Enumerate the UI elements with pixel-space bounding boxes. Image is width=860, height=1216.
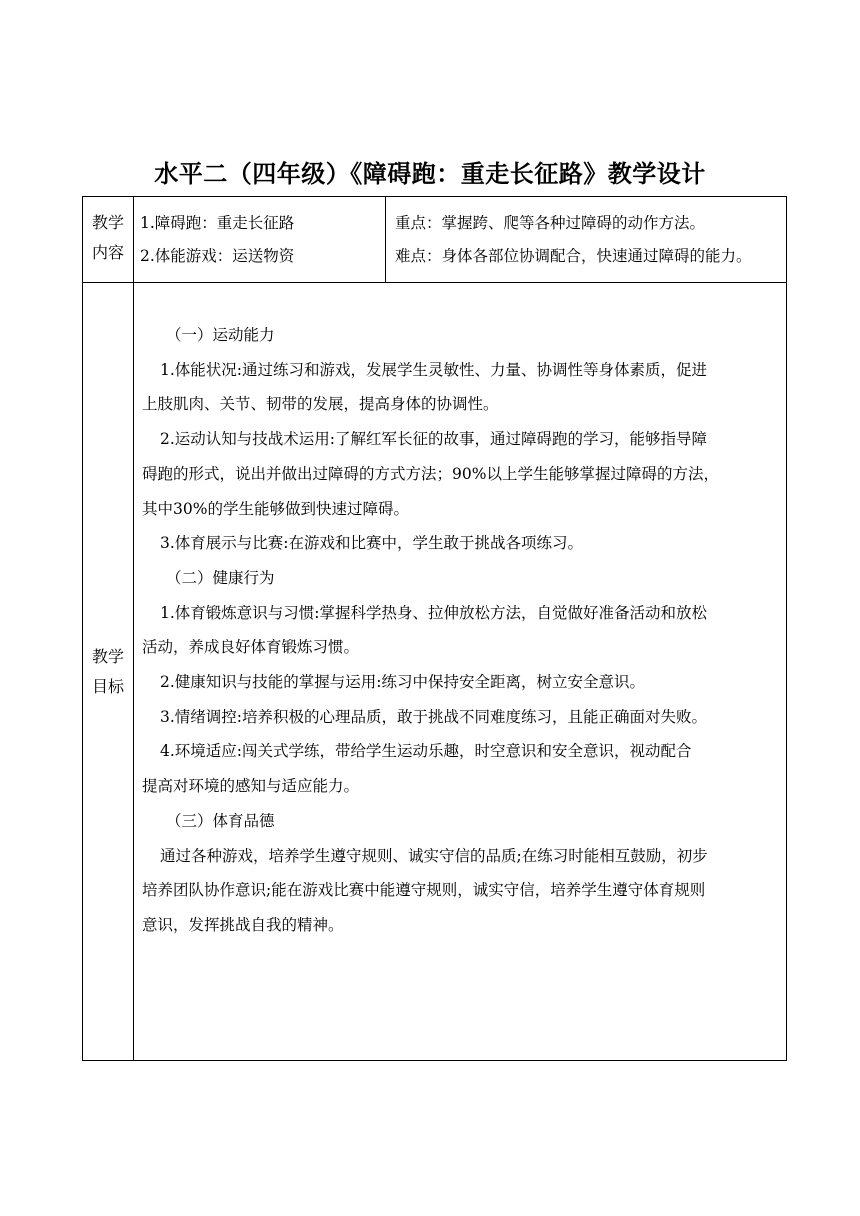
- objectives-text: [140, 318, 780, 943]
- objective-line: 活动，养成良好体育锻炼习惯。: [142, 638, 360, 657]
- objective-line: 碍跑的形式，说出并做出过障碍的方式方法；90%以上学生能够掌握过障碍的方法，: [142, 464, 719, 483]
- content-item-1: 1.障碍跑：重走长征路: [140, 214, 295, 232]
- objective-line: 其中30%的学生能够做到快速过障碍。: [142, 499, 409, 518]
- objective-line: 1.体育锻炼意识与习惯:掌握科学热身、拉伸放松方法，自觉做好准备活动和放松: [160, 603, 708, 622]
- row2-label-line2: 目标: [91, 677, 124, 696]
- objective-line: 2.健康知识与技能的掌握与运用:练习中保持安全距离，树立安全意识。: [160, 673, 646, 692]
- row1-label: [84, 208, 132, 268]
- objective-line: 培养团队协作意识;能在游戏比赛中能遵守规则，诚实守信，培养学生遵守体育规则: [142, 881, 706, 900]
- section-heading: （一）运动能力: [166, 326, 275, 344]
- objective-line: 1.体能状况:通过练习和游戏，发展学生灵敏性、力量、协调性等身体素质，促进: [160, 360, 708, 379]
- row2-label-line1: 教学: [91, 647, 124, 666]
- section-heading: （二）健康行为: [166, 568, 275, 587]
- objective-line: 2.运动认知与技战术运用:了解红军长征的故事，通过障碍跑的学习，能够指导障: [160, 430, 708, 449]
- row2-label: [84, 642, 132, 702]
- objective-line: 提高对环境的感知与适应能力。: [142, 777, 360, 796]
- row1-label-line2: 内容: [91, 243, 124, 262]
- objective-line: 上肢肌肉、关节、韧带的发展，提高身体的协调性。: [142, 395, 499, 414]
- objective-line: 4.环境适应:闯关式学练，带给学生运动乐趣，时空意识和安全意识，视动配合: [160, 742, 692, 761]
- objective-line: 通过各种游戏，培养学生遵守规则、诚实守信的品质;在练习时能相互鼓励，初步: [160, 846, 708, 865]
- key-point: 重点：掌握跨、爬等各种过障碍的动作方法。: [395, 214, 706, 232]
- objective-line: 意识，发挥挑战自我的精神。: [142, 915, 344, 934]
- objective-line: 3.情绪调控:培养积极的心理品质，敢于挑战不同难度练习，且能正确面对失败。: [160, 707, 708, 726]
- difficulty-point: 难点：身体各部位协调配合，快速通过障碍的能力。: [395, 247, 752, 265]
- row1-label-line1: 教学: [91, 213, 124, 232]
- content-item-2: 2.体能游戏：运送物资: [140, 247, 295, 265]
- page-title: 水平二（四年级）《障碍跑：重走长征路》教学设计: [154, 160, 706, 188]
- row1-divider: [385, 196, 386, 282]
- column-divider: [133, 196, 134, 1061]
- objective-line: 3.体育展示与比赛:在游戏和比赛中，学生敢于挑战各项练习。: [160, 534, 584, 553]
- section-heading: （三）体育品德: [166, 811, 275, 830]
- row-divider: [82, 282, 787, 283]
